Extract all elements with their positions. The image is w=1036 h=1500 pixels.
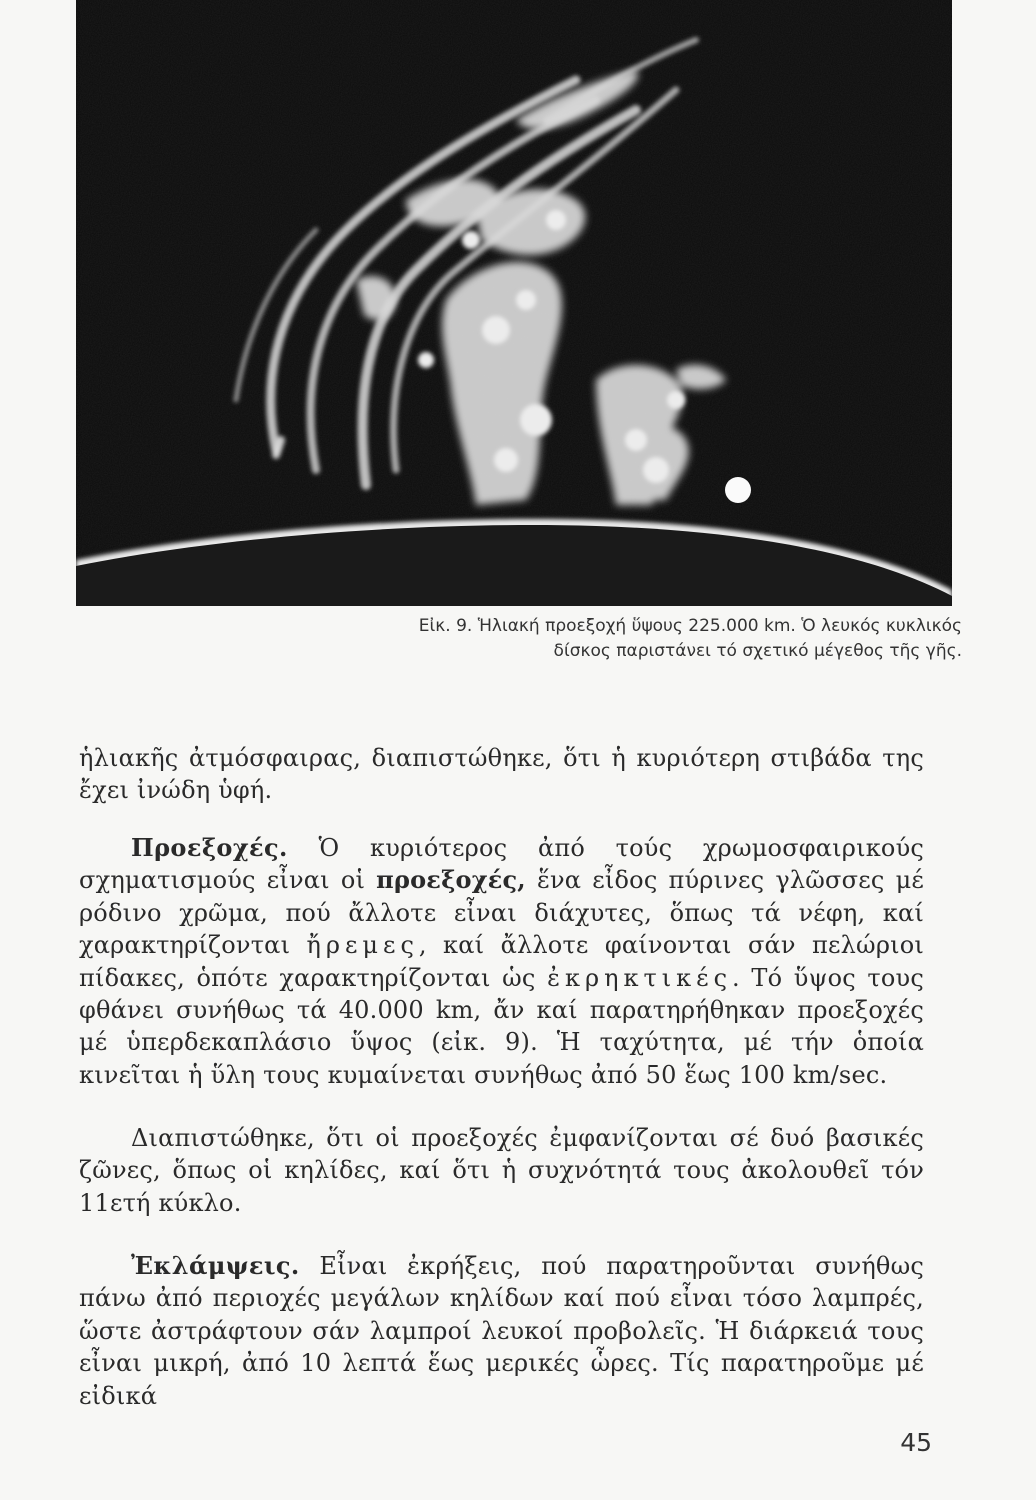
term-eruptive: ἐκρηκτικές (547, 963, 733, 992)
paragraph-text: ἕνα εἶδος πύρινες γλῶσσες μέ ρόδινο χρῶμα, πού ἄλλοτε εἶναι διάχυτες, ὅπως τά νέφη, καί χαρακτηρίζονται (79, 866, 924, 960)
paragraph-text: , καί ἄλλοτε φαίνονται σάν πελώριοι πίδακες, ὁπότε χαρακτηρίζονται ὡς (79, 931, 924, 992)
paragraph-text: Ὁ κυριότερος ἀπό τούς χρωμοσφαιρικούς σχηματισμούς εἶναι οἱ (79, 834, 924, 895)
paragraph-flares (79, 1250, 924, 1412)
section-heading-flares: Ἐκλάμψεις. (131, 1251, 300, 1280)
paragraph-zones (79, 1122, 924, 1219)
term-quiet: ἤρεμες (306, 931, 419, 960)
earth-size-disc (725, 477, 751, 503)
page-number: 45 (900, 1428, 932, 1457)
figure-caption (330, 614, 962, 664)
paragraph-text: Διαπιστώθηκε, ὅτι οἱ προεξοχές ἐμφανίζονται σέ δυό βασικές ζῶνες, ὅπως οἱ κηλίδες, καί ὅτι ἡ συχνότητά τους ἀκολουθεῖ τόν 11ετή κύκλο. (79, 1124, 924, 1217)
paragraph-text: Εἶναι ἐκρήξεις, πού παρατηροῦνται συνήθως πάνω ἀπό περιοχές μεγάλων κηλίδων καί πού εἶναι τόσο λαμπρές, ὥστε ἀστράφτουν σάν λαμπροί λευκοί προβολεῖς. Ἡ διάρκειά τους εἶναι μικρή, ἀπό 10 λεπτά ἕως μερικές ὧρες. Τίς παρατηροῦμε μέ εἰδικά (79, 1252, 924, 1410)
paragraph-prominences (79, 832, 924, 1091)
paragraph-text: ἡλιακῆς ἀτμόσφαιρας, διαπιστώθηκε, ὅτι ἡ κυριότερη στιβάδα της ἔχει ἰνώδη ὑφή. (79, 744, 924, 805)
term-prominences: προεξοχές, (376, 865, 526, 895)
caption-line-2: δίσκος παριστάνει τό σχετικό μέγεθος τῆς γῆς. (553, 641, 962, 661)
paragraph-text: . Τό ὕψος τους φθάνει συνήθως τά 40.000 km, ἄν καί παρατηρήθηκαν προεξοχές μέ ὑπερδεκαπλάσιο ὕψος (εἰκ. 9). Ἡ ταχύτητα, μέ τήν ὁποία κινεῖται ἡ ὕλη τους κυμαίνεται συνήθως ἀπό 50 ἕως 100 km/sec. (79, 963, 924, 1089)
paragraph-atmosphere (79, 742, 924, 807)
section-heading-prominences: Προεξοχές. (131, 833, 288, 862)
solar-prominence-photo (76, 0, 952, 606)
caption-line-1: Εἰκ. 9. Ἡλιακή προεξοχή ὕψους 225.000 km. Ὁ λευκός κυκλικός (418, 616, 962, 636)
